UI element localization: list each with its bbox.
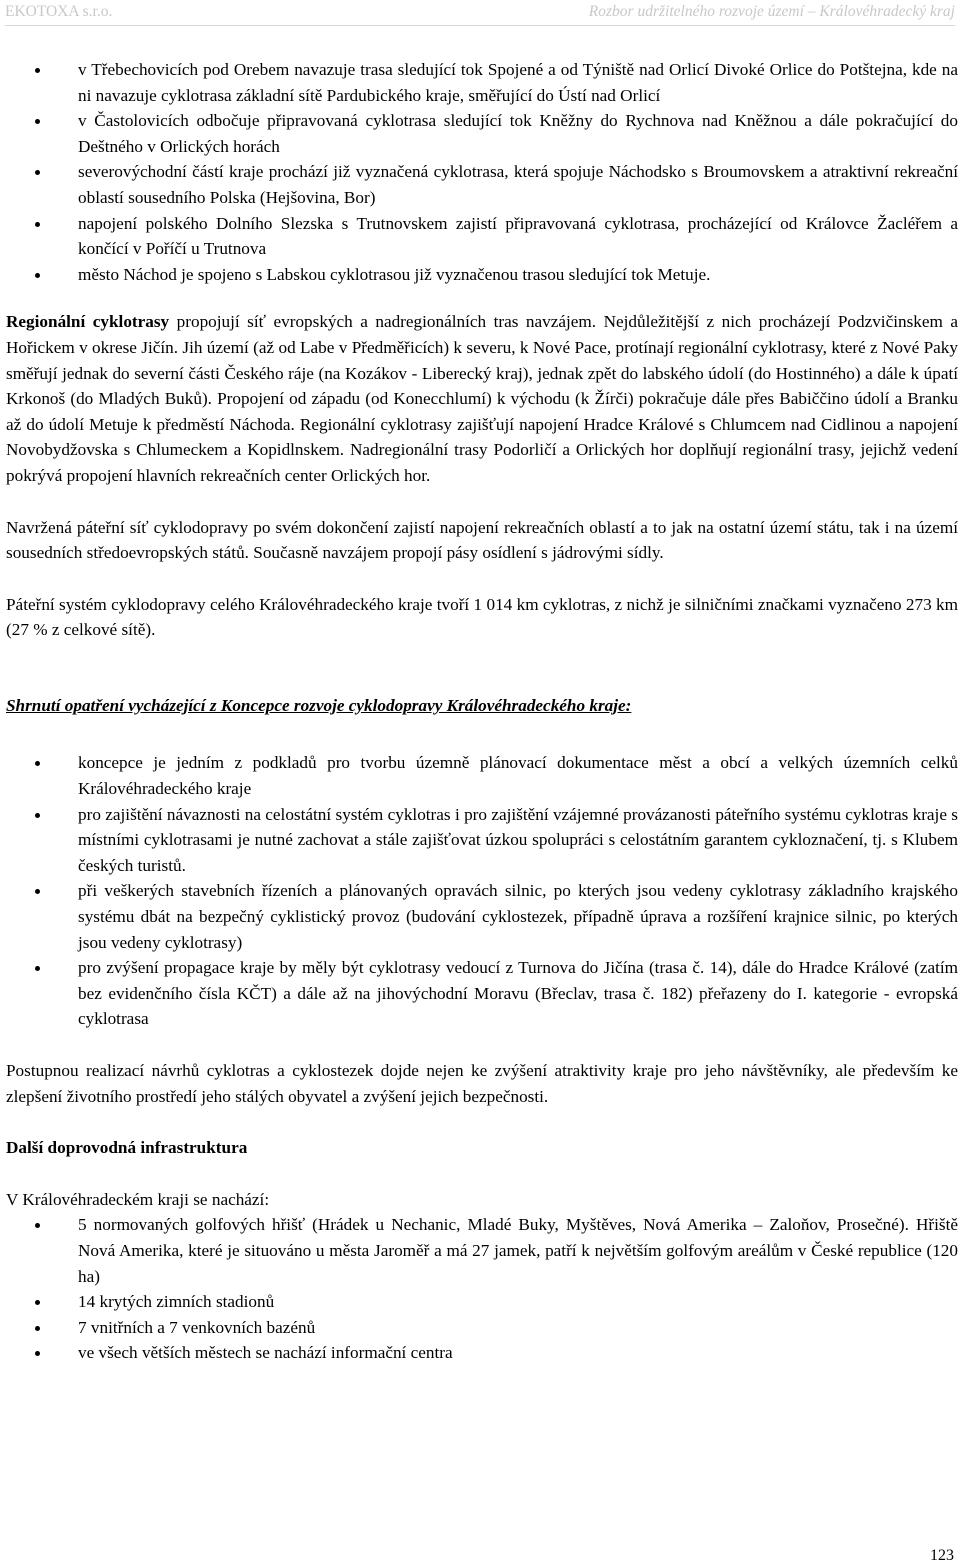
list-item: město Náchod je spojeno s Labskou cyklotrasou již vyznačenou trasou sledující tok Metuje.	[6, 262, 958, 288]
list-item: pro zvýšení propagace kraje by měly být cyklotrasy vedoucí z Turnova do Jičína (trasa č. 14), dále do Hradce Králové (zatím bez evidenčního čísla KČT) a dále až na jihovýchodní Moravu (Břeclav, trasa č. 182) přeřazeny do I. kategorie - evropská cyklotrasa	[6, 955, 958, 1032]
page-header	[5, 3, 955, 26]
paragraph-regional-routes	[6, 309, 958, 488]
list-item: koncepce je jedním z podkladů pro tvorbu územně plánovací dokumentace měst a obcí a velkých územních celků Královéhradeckého kraje	[6, 750, 958, 801]
paragraph-backbone-network: Navržená páteřní síť cyklodopravy po svém dokončení zajistí napojení rekreačních oblastí a to jak na ostatní území státu, tak i na území sousedních středoevropských států. Současně navzájem propojí pásy osídlení s jádrovými sídly.	[6, 517, 958, 563]
section-heading-summary: Shrnutí opatření vycházející z Koncepce rozvoje cyklodopravy Královéhradeckého kraje:	[6, 695, 632, 715]
paragraph-total-length: Páteřní systém cyklodopravy celého Královéhradeckého kraje tvoří 1 014 km cyklotras, z nichž je silničními značkami vyznačeno 273 km (27 % z celkové sítě).	[6, 594, 958, 640]
list-item: při veškerých stavebních řízeních a plánovaných opravách silnic, po kterých jsou vedeny cyklotrasy základního krajského systému dbát na bezpečný cyklistický provoz (budování cyklostezek, případně úprava a rozšíření krajnice silnic, po kterých jsou vedeny cyklotrasy)	[6, 878, 958, 955]
section-heading-infrastructure: Další doprovodná infrastruktura	[6, 1138, 248, 1158]
measures-list	[6, 750, 958, 1032]
header-document-title: Rozbor udržitelného rozvoje území – Královéhradecký kraj	[588, 3, 955, 20]
list-item: 7 vnitřních a 7 venkovních bazénů	[6, 1315, 958, 1341]
paragraph-text: propojují síť evropských a nadregionálních tras navzájem. Nejdůležitější z nich procházejí Podzvičinskem a Hořickem v okrese Jičín. Jih území (až od Labe v Předměřicích) k severu, k Nové Pace, protínají regionální cyklotrasy, které z Nové Paky směřují jednak do severní části Českého ráje (na Kozákov - Liberecký kraj), jednak zpět do labského údolí (do Hostinného) a dále k úpatí Krkonoš (do Mladých Buků). Propojení od západu (od Konecchlumí) k východu (k Žírči) pokračuje dále přes Babiččino údolí a Branku až do údolí Metuje k předměstí Náchoda. Regionální cyklotrasy zajišťují napojení Hradce Králové s Chlumcem nad Cidlinou a napojení Novobydžovska s Chlumeckem a Kopidlnskem. Nadregionální trasy Podorličí a Orlických hor doplňují regionální trasy, jejichž vedení pokrývá propojení hlavních rekreačních center Orlických hor.	[6, 312, 958, 485]
list-item: 14 krytých zimních stadionů	[6, 1289, 958, 1315]
document-body	[6, 57, 958, 1366]
list-item: ve všech větších městech se nachází informační centra	[6, 1340, 958, 1366]
list-item: v Třebechovicích pod Orebem navazuje trasa sledující tok Spojené a od Týniště nad Orlicí Divoké Orlice do Potštejna, kde na ni navazuje cyklotrasa základní sítě Pardubického kraje, směřující do Ústí nad Orlicí	[6, 57, 958, 108]
list-item: v Častolovicích odbočuje připravovaná cyklotrasa sledující tok Kněžny do Rychnova nad Kněžnou a dále pokračující do Deštného v Orlických horách	[6, 108, 958, 159]
page-number: 123	[930, 1547, 954, 1564]
bold-lead: Regionální cyklotrasy	[6, 312, 170, 332]
list-item: pro zajištění návaznosti na celostátní systém cyklotras i pro zajištění vzájemné provázanosti páteřního systému cyklotras kraje s místními cyklotrasami je nutné zachovat a stále zajišťovat úzkou spolupráci s celostátním garantem cykloznačení, tj. s Klubem českých turistů.	[6, 802, 958, 879]
route-list	[6, 57, 958, 287]
paragraph-gradual-realization: Postupnou realizací návrhů cyklotras a cyklostezek dojde nejen ke zvýšení atraktivity kraje pro jeho návštěvníky, ale především ke zlepšení životního prostředí jeho stálých obyvatel a zvýšení jejich bezpečnosti.	[6, 1061, 958, 1106]
list-item: 5 normovaných golfových hřišť (Hrádek u Nechanic, Mladé Buky, Myštěves, Nová Amerika – Zaloňov, Prosečné). Hřiště Nová Amerika, které je situováno u města Jaroměř a má 27 jamek, patří k největším golfovým areálům v České republice (120 ha)	[6, 1212, 958, 1289]
header-company: EKOTOXA s.r.o.	[5, 3, 113, 20]
list-item: severovýchodní částí kraje prochází již vyznačená cyklotrasa, která spojuje Náchodsko s Broumovskem a atraktivní rekreační oblastí sousedního Polska (Hejšovina, Bor)	[6, 159, 958, 210]
list-item: napojení polského Dolního Slezska s Trutnovskem zajistí připravovaná cyklotrasa, procházející od Královce Žacléřem a končící v Poříčí u Trutnova	[6, 211, 958, 262]
paragraph-located: V Královéhradeckém kraji se nachází:	[6, 1189, 270, 1209]
infrastructure-list	[6, 1212, 958, 1366]
